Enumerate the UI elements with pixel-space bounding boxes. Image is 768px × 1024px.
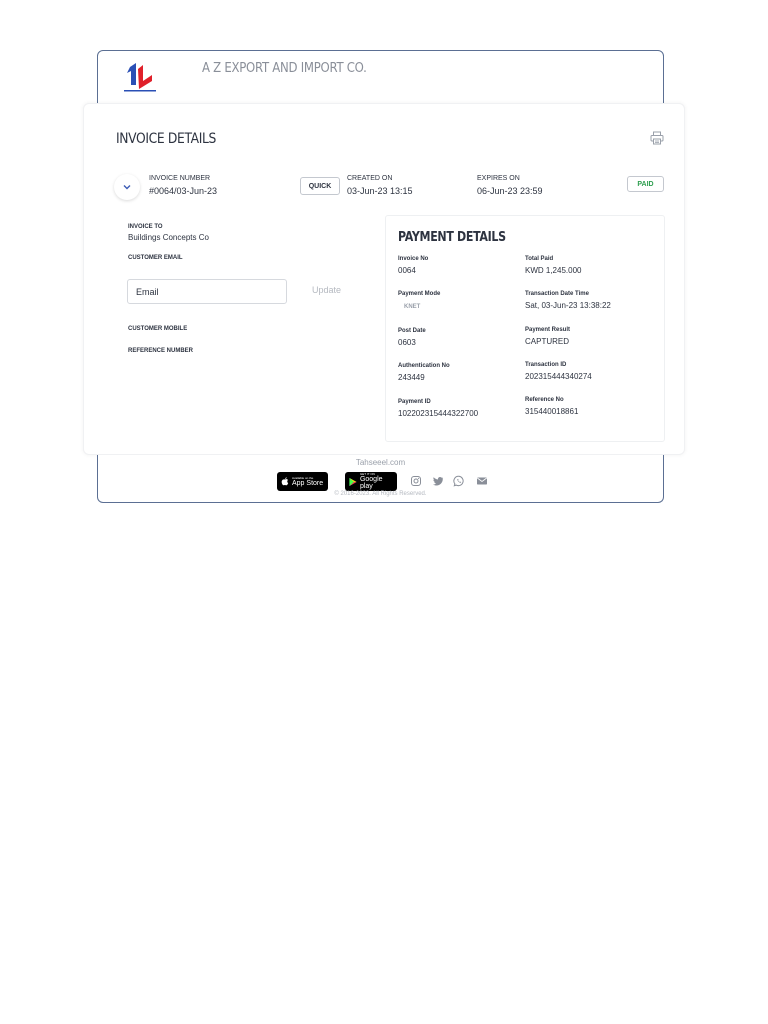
invoice-to-label: INVOICE TO bbox=[128, 224, 163, 230]
instagram-icon[interactable] bbox=[410, 475, 422, 487]
apple-icon bbox=[281, 477, 289, 486]
payment-result-value: CAPTURED bbox=[525, 337, 570, 346]
transaction-date-time-label: Transaction Date Time bbox=[525, 291, 589, 297]
payment-details-panel bbox=[385, 215, 665, 442]
reference-no bbox=[525, 397, 578, 416]
expires-on-value: 06-Jun-23 23:59 bbox=[477, 186, 543, 196]
company-logo bbox=[122, 59, 158, 95]
created-on-value: 03-Jun-23 13:15 bbox=[347, 186, 413, 196]
transaction-id-label: Transaction ID bbox=[525, 362, 567, 368]
created-on-label: CREATED ON bbox=[347, 175, 393, 182]
print-icon[interactable] bbox=[650, 131, 664, 145]
twitter-icon[interactable] bbox=[432, 475, 444, 487]
reference-no-label: Reference No bbox=[525, 397, 564, 403]
customer-email-label: CUSTOMER EMAIL bbox=[128, 255, 183, 261]
post-date-value: 0603 bbox=[398, 338, 416, 347]
invoice-no bbox=[398, 256, 428, 275]
app-store-small-text: Available on the bbox=[292, 475, 314, 480]
update-button[interactable]: Update bbox=[312, 285, 342, 295]
whatsapp-icon[interactable] bbox=[453, 475, 465, 487]
payment-id-value: 102202315444322700 bbox=[398, 409, 479, 418]
payment-id-label: Payment ID bbox=[398, 399, 431, 405]
footer bbox=[97, 455, 664, 503]
post-date bbox=[398, 328, 426, 347]
total-paid bbox=[525, 256, 581, 275]
reference-number-label: REFERENCE NUMBER bbox=[128, 348, 194, 354]
mail-icon[interactable] bbox=[476, 475, 488, 487]
transaction-id bbox=[525, 362, 592, 381]
transaction-date-time-value: Sat, 03-Jun-23 13:38:22 bbox=[525, 301, 611, 310]
footer-site-link[interactable]: Tahseeel.com bbox=[355, 458, 406, 467]
footer-copyright: © 2016-2023. All Rights Reserved. bbox=[334, 491, 427, 497]
app-store-big-text: App Store bbox=[292, 479, 324, 487]
payment-result bbox=[525, 327, 570, 346]
payment-mode-label: Payment Mode bbox=[398, 291, 441, 297]
invoice-number-label: INVOICE NUMBER bbox=[149, 175, 211, 182]
invoice-card bbox=[83, 103, 685, 455]
post-date-label: Post Date bbox=[398, 328, 426, 334]
google-play-button[interactable] bbox=[345, 472, 397, 491]
authentication-no-value: 243449 bbox=[398, 373, 425, 382]
created-on bbox=[347, 175, 413, 196]
invoice-to-value: Buildings Concepts Co bbox=[128, 233, 209, 242]
payment-mode bbox=[398, 291, 440, 310]
authentication-no bbox=[398, 363, 450, 382]
total-paid-label: Total Paid bbox=[525, 256, 554, 262]
page-title: INVOICE DETAILS bbox=[116, 131, 217, 147]
customer-mobile-label: CUSTOMER MOBILE bbox=[128, 326, 188, 332]
transaction-date-time bbox=[525, 291, 611, 310]
reference-no-value: 315440018861 bbox=[525, 407, 579, 416]
invoice-number-value: #0064/03-Jun-23 bbox=[149, 186, 218, 196]
payment-id bbox=[398, 399, 478, 418]
invoice-number bbox=[149, 175, 217, 196]
invoice-no-value: 0064 bbox=[398, 266, 416, 275]
customer-info bbox=[128, 224, 209, 261]
quick-badge: QUICK bbox=[300, 177, 340, 195]
app-store-button[interactable] bbox=[277, 472, 328, 491]
total-paid-value: KWD 1,245.000 bbox=[525, 266, 582, 275]
header-bar bbox=[97, 50, 664, 104]
collapse-button[interactable] bbox=[114, 174, 140, 200]
payment-details-title: PAYMENT DETAILS bbox=[398, 230, 506, 245]
expires-on-label: EXPIRES ON bbox=[477, 175, 520, 182]
google-play-big-text: Google play bbox=[359, 476, 383, 490]
google-play-small-text: GET IT ON bbox=[359, 472, 375, 476]
invoice-no-label: Invoice No bbox=[398, 256, 429, 262]
status-badge: PAID bbox=[627, 176, 664, 192]
chevron-down-icon bbox=[122, 182, 132, 192]
transaction-id-value: 202315444340274 bbox=[525, 372, 592, 381]
expires-on bbox=[477, 175, 543, 196]
knet-logo: KNET bbox=[404, 304, 421, 310]
company-name: A Z EXPORT AND IMPORT CO. bbox=[202, 61, 367, 76]
email-field[interactable] bbox=[127, 279, 287, 304]
payment-result-label: Payment Result bbox=[525, 327, 571, 333]
authentication-no-label: Authentication No bbox=[398, 363, 450, 369]
google-play-icon bbox=[349, 477, 357, 487]
